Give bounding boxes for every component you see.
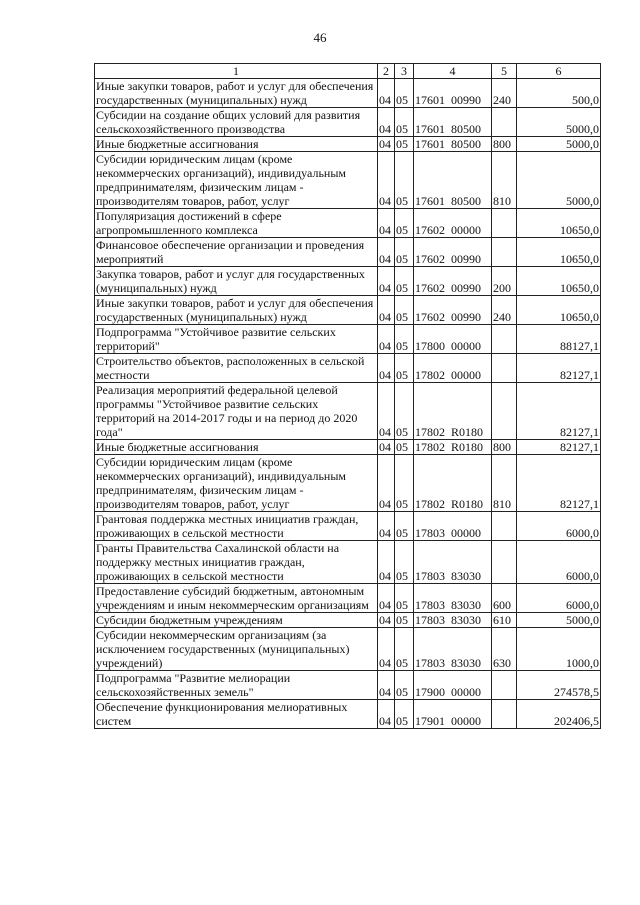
cell-expense-type: 800 [492,440,517,455]
cell-section: 04 [378,325,395,354]
table-row [95,671,601,700]
target-article-direction: 00990 [451,281,481,295]
cell-name: Финансовое обеспечение организации и проведения мероприятий [95,238,378,267]
target-article-direction: 83030 [451,569,481,583]
cell-subsection: 05 [395,209,414,238]
cell-name: Подпрограмма "Развитие мелиорации сельскохозяйственных земель" [95,671,378,700]
cell-target-article [414,671,492,700]
target-article-direction: 80500 [451,194,481,208]
cell-amount: 202406,5 [517,700,601,729]
budget-table [94,63,601,729]
cell-amount: 6000,0 [517,512,601,541]
cell-name: Субсидии юридическим лицам (кроме некоммерческих организаций), индивидуальным предпринимателям, физическим лицам - производителям товаров, работ, услуг [95,455,378,512]
cell-name: Субсидии на создание общих условий для развития сельскохозяйственного производства [95,108,378,137]
cell-target-article [414,584,492,613]
cell-expense-type: 610 [492,613,517,628]
cell-name: Строительство объектов, расположенных в сельской местности [95,354,378,383]
target-article-direction: 00000 [451,526,481,540]
cell-section: 04 [378,296,395,325]
target-article-program: 17803 [415,598,445,612]
cell-subsection: 05 [395,440,414,455]
cell-expense-type: 630 [492,628,517,671]
cell-target-article [414,613,492,628]
cell-section: 04 [378,455,395,512]
cell-target-article [414,541,492,584]
target-article-direction: 00000 [451,223,481,237]
target-article-direction: 00000 [451,685,481,699]
cell-amount: 10650,0 [517,209,601,238]
cell-section: 04 [378,354,395,383]
cell-target-article [414,137,492,152]
header-col-3: 3 [395,64,414,79]
cell-subsection: 05 [395,383,414,440]
cell-target-article [414,628,492,671]
header-col-6: 6 [517,64,601,79]
cell-target-article [414,325,492,354]
header-col-5: 5 [492,64,517,79]
cell-expense-type [492,238,517,267]
cell-section: 04 [378,613,395,628]
cell-target-article [414,700,492,729]
cell-name: Субсидии некоммерческим организациям (за исключением государственных (муниципальных) учреждений) [95,628,378,671]
cell-expense-type [492,541,517,584]
cell-section: 04 [378,700,395,729]
cell-amount: 6000,0 [517,541,601,584]
target-article-program: 17802 [415,368,445,382]
table-row [95,383,601,440]
cell-amount: 82127,1 [517,455,601,512]
cell-expense-type [492,209,517,238]
cell-name: Грантовая поддержка местных инициатив граждан, проживающих в сельской местности [95,512,378,541]
cell-subsection: 05 [395,152,414,209]
cell-section: 04 [378,108,395,137]
target-article-direction: 00000 [451,714,481,728]
table-row [95,613,601,628]
target-article-program: 17602 [415,310,445,324]
target-article-direction: R0180 [451,497,484,511]
cell-target-article [414,79,492,108]
target-article-direction: 83030 [451,598,481,612]
target-article-direction: 00000 [451,339,481,353]
table-row [95,325,601,354]
cell-expense-type [492,354,517,383]
cell-expense-type: 600 [492,584,517,613]
cell-target-article [414,512,492,541]
table-row [95,584,601,613]
target-article-direction: R0180 [451,440,484,454]
cell-subsection: 05 [395,671,414,700]
cell-section: 04 [378,267,395,296]
cell-name: Закупка товаров, работ и услуг для государственных (муниципальных) нужд [95,267,378,296]
table-row [95,108,601,137]
cell-section: 04 [378,512,395,541]
table-row [95,296,601,325]
cell-target-article [414,383,492,440]
cell-subsection: 05 [395,296,414,325]
cell-subsection: 05 [395,354,414,383]
cell-target-article [414,209,492,238]
cell-subsection: 05 [395,628,414,671]
cell-section: 04 [378,628,395,671]
cell-amount: 500,0 [517,79,601,108]
cell-section: 04 [378,383,395,440]
target-article-program: 17803 [415,656,445,670]
cell-expense-type [492,325,517,354]
cell-expense-type [492,671,517,700]
table-row [95,137,601,152]
table-row [95,628,601,671]
cell-section: 04 [378,79,395,108]
target-article-program: 17800 [415,339,445,353]
cell-expense-type [492,383,517,440]
cell-subsection: 05 [395,267,414,296]
cell-expense-type: 810 [492,455,517,512]
cell-name: Иные бюджетные ассигнования [95,440,378,455]
target-article-direction: 00990 [451,310,481,324]
page-number: 46 [313,30,327,45]
cell-name: Предоставление субсидий бюджетным, автономным учреждениям и иным некоммерческим организациям [95,584,378,613]
cell-subsection: 05 [395,700,414,729]
cell-amount: 5000,0 [517,108,601,137]
cell-amount: 82127,1 [517,383,601,440]
cell-name: Гранты Правительства Сахалинской области на поддержку местных инициатив граждан, проживающих в сельской местности [95,541,378,584]
table-row [95,354,601,383]
cell-name: Реализация мероприятий федеральной целевой программы "Устойчивое развитие сельских территорий на 2014-2017 годы и на период до 2020 года" [95,383,378,440]
header-col-4: 4 [414,64,492,79]
target-article-program: 17602 [415,252,445,266]
cell-amount: 10650,0 [517,296,601,325]
cell-amount: 5000,0 [517,613,601,628]
header-col-1: 1 [95,64,378,79]
cell-expense-type: 200 [492,267,517,296]
table-row [95,440,601,455]
target-article-program: 17602 [415,223,445,237]
cell-amount: 6000,0 [517,584,601,613]
target-article-program: 17602 [415,281,445,295]
cell-target-article [414,108,492,137]
cell-section: 04 [378,440,395,455]
cell-expense-type: 240 [492,79,517,108]
cell-expense-type [492,512,517,541]
cell-section: 04 [378,209,395,238]
table-row [95,267,601,296]
cell-expense-type [492,700,517,729]
cell-subsection: 05 [395,108,414,137]
table-header-row [95,64,601,79]
table-row [95,152,601,209]
cell-subsection: 05 [395,584,414,613]
table-row [95,512,601,541]
cell-name: Популяризация достижений в сфере агропромышленного комплекса [95,209,378,238]
cell-amount: 10650,0 [517,267,601,296]
cell-amount: 82127,1 [517,354,601,383]
cell-amount: 1000,0 [517,628,601,671]
cell-amount: 274578,5 [517,671,601,700]
cell-expense-type [492,108,517,137]
cell-amount: 88127,1 [517,325,601,354]
target-article-direction: 83030 [451,656,481,670]
cell-target-article [414,238,492,267]
cell-target-article [414,296,492,325]
target-article-program: 17803 [415,613,445,627]
target-article-program: 17803 [415,526,445,540]
cell-target-article [414,440,492,455]
cell-amount: 5000,0 [517,152,601,209]
cell-subsection: 05 [395,541,414,584]
cell-name: Иные закупки товаров, работ и услуг для обеспечения государственных (муниципальных) нужд [95,79,378,108]
cell-subsection: 05 [395,238,414,267]
header-col-2: 2 [378,64,395,79]
target-article-direction: 00990 [451,252,481,266]
target-article-program: 17601 [415,93,445,107]
cell-name: Подпрограмма "Устойчивое развитие сельских территорий" [95,325,378,354]
target-article-program: 17601 [415,122,445,136]
target-article-direction: R0180 [451,425,484,439]
target-article-program: 17802 [415,497,445,511]
cell-section: 04 [378,541,395,584]
cell-section: 04 [378,238,395,267]
cell-name: Иные закупки товаров, работ и услуг для обеспечения государственных (муниципальных) нужд [95,296,378,325]
cell-name: Иные бюджетные ассигнования [95,137,378,152]
cell-subsection: 05 [395,137,414,152]
cell-subsection: 05 [395,512,414,541]
table-body [95,79,601,729]
cell-target-article [414,455,492,512]
cell-subsection: 05 [395,613,414,628]
table-row [95,79,601,108]
cell-section: 04 [378,584,395,613]
target-article-direction: 80500 [451,137,481,151]
cell-subsection: 05 [395,455,414,512]
cell-expense-type: 240 [492,296,517,325]
cell-target-article [414,152,492,209]
cell-section: 04 [378,137,395,152]
cell-amount: 10650,0 [517,238,601,267]
target-article-program: 17900 [415,685,445,699]
cell-expense-type: 800 [492,137,517,152]
cell-section: 04 [378,152,395,209]
cell-target-article [414,354,492,383]
target-article-direction: 00990 [451,93,481,107]
target-article-program: 17601 [415,137,445,151]
target-article-program: 17803 [415,569,445,583]
target-article-program: 17802 [415,440,445,454]
cell-expense-type: 810 [492,152,517,209]
target-article-direction: 00000 [451,368,481,382]
cell-subsection: 05 [395,325,414,354]
target-article-direction: 80500 [451,122,481,136]
cell-subsection: 05 [395,79,414,108]
table-row [95,541,601,584]
target-article-program: 17601 [415,194,445,208]
table-row [95,238,601,267]
target-article-program: 17802 [415,425,445,439]
cell-name: Субсидии юридическим лицам (кроме некоммерческих организаций), индивидуальным предпринимателям, физическим лицам - производителям товаров, работ, услуг [95,152,378,209]
target-article-program: 17901 [415,714,445,728]
table-row [95,209,601,238]
cell-target-article [414,267,492,296]
cell-name: Обеспечение функционирования мелиоративных систем [95,700,378,729]
cell-amount: 5000,0 [517,137,601,152]
table-row [95,700,601,729]
cell-section: 04 [378,671,395,700]
cell-amount: 82127,1 [517,440,601,455]
cell-name: Субсидии бюджетным учреждениям [95,613,378,628]
table-row [95,455,601,512]
target-article-direction: 83030 [451,613,481,627]
